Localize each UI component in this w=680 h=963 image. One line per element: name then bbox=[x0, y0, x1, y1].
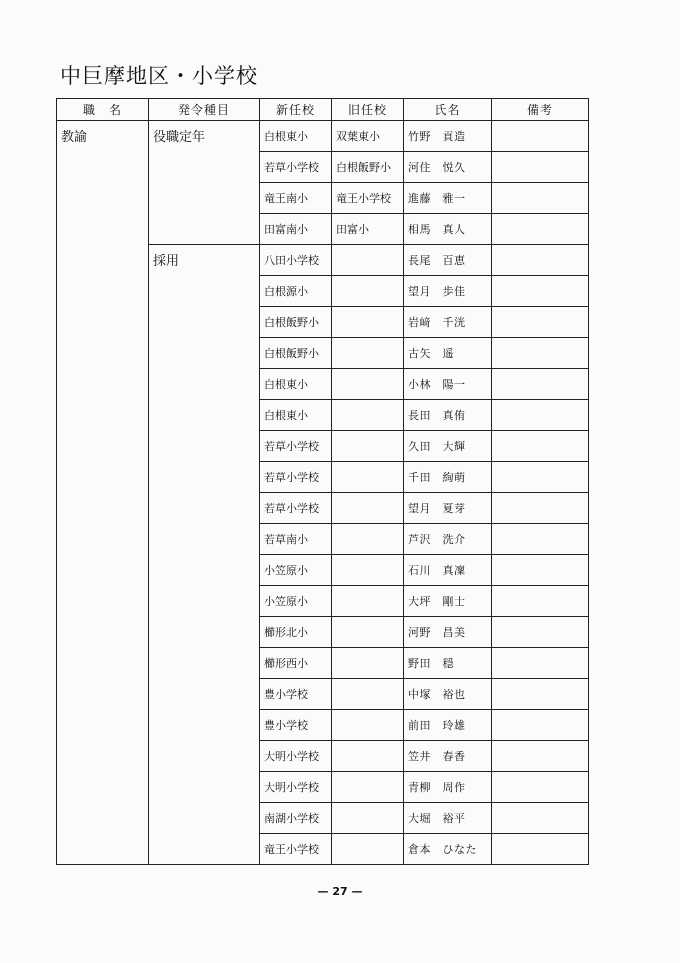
note-cell bbox=[492, 493, 589, 524]
new-school-cell: 小笠原小 bbox=[260, 555, 332, 586]
name-cell: 望月 歩佳 bbox=[404, 276, 492, 307]
new-school-cell: 小笠原小 bbox=[260, 586, 332, 617]
old-school-cell bbox=[332, 772, 404, 803]
old-school-cell bbox=[332, 276, 404, 307]
new-school-cell: 白根東小 bbox=[260, 369, 332, 400]
table-header-row bbox=[57, 99, 589, 121]
old-school-cell: 田富小 bbox=[332, 214, 404, 245]
name-cell: 久田 大輝 bbox=[404, 431, 492, 462]
old-school-cell bbox=[332, 586, 404, 617]
new-school-cell: 若草小学校 bbox=[260, 152, 332, 183]
old-school-cell bbox=[332, 524, 404, 555]
header-notes: 備考 bbox=[492, 99, 589, 121]
old-school-cell bbox=[332, 803, 404, 834]
page-number: — 27 — bbox=[317, 885, 363, 898]
name-cell: 小林 陽一 bbox=[404, 369, 492, 400]
name-cell: 岩﨑 千洸 bbox=[404, 307, 492, 338]
name-cell: 倉本 ひなた bbox=[404, 834, 492, 865]
note-cell bbox=[492, 183, 589, 214]
new-school-cell: 大明小学校 bbox=[260, 741, 332, 772]
old-school-cell: 竜王小学校 bbox=[332, 183, 404, 214]
new-school-cell: 白根東小 bbox=[260, 400, 332, 431]
name-cell: 進藤 雅一 bbox=[404, 183, 492, 214]
note-cell bbox=[492, 834, 589, 865]
note-cell bbox=[492, 586, 589, 617]
note-cell bbox=[492, 400, 589, 431]
note-cell bbox=[492, 431, 589, 462]
old-school-cell bbox=[332, 710, 404, 741]
personnel-table bbox=[56, 98, 589, 865]
note-cell bbox=[492, 555, 589, 586]
note-cell bbox=[492, 369, 589, 400]
old-school-cell bbox=[332, 307, 404, 338]
new-school-cell: 南湖小学校 bbox=[260, 803, 332, 834]
name-cell: 青柳 周作 bbox=[404, 772, 492, 803]
note-cell bbox=[492, 679, 589, 710]
name-cell: 中塚 裕也 bbox=[404, 679, 492, 710]
note-cell bbox=[492, 338, 589, 369]
position-cell: 教諭 bbox=[57, 121, 149, 865]
new-school-cell: 白根飯野小 bbox=[260, 307, 332, 338]
new-school-cell: 豊小学校 bbox=[260, 710, 332, 741]
note-cell bbox=[492, 617, 589, 648]
header-position: 職 名 bbox=[57, 99, 149, 121]
note-cell bbox=[492, 214, 589, 245]
note-cell bbox=[492, 803, 589, 834]
name-cell: 大堀 裕平 bbox=[404, 803, 492, 834]
header-appointment-type: 発令種目 bbox=[149, 99, 260, 121]
old-school-cell bbox=[332, 617, 404, 648]
old-school-cell bbox=[332, 834, 404, 865]
old-school-cell bbox=[332, 462, 404, 493]
old-school-cell bbox=[332, 431, 404, 462]
name-cell: 石川 真凜 bbox=[404, 555, 492, 586]
note-cell bbox=[492, 276, 589, 307]
new-school-cell: 竜王小学校 bbox=[260, 834, 332, 865]
note-cell bbox=[492, 152, 589, 183]
name-cell: 竹野 貢造 bbox=[404, 121, 492, 152]
note-cell bbox=[492, 741, 589, 772]
header-name: 氏名 bbox=[404, 99, 492, 121]
name-cell: 長田 真侑 bbox=[404, 400, 492, 431]
appointment-type-cell: 役職定年 bbox=[149, 121, 260, 245]
note-cell bbox=[492, 524, 589, 555]
name-cell: 河野 昌美 bbox=[404, 617, 492, 648]
name-cell: 芦沢 洗介 bbox=[404, 524, 492, 555]
new-school-cell: 櫛形西小 bbox=[260, 648, 332, 679]
old-school-cell bbox=[332, 338, 404, 369]
header-new-school: 新任校 bbox=[260, 99, 332, 121]
name-cell: 野田 穏 bbox=[404, 648, 492, 679]
old-school-cell bbox=[332, 741, 404, 772]
name-cell: 古矢 遥 bbox=[404, 338, 492, 369]
new-school-cell: 櫛形北小 bbox=[260, 617, 332, 648]
new-school-cell: 白根源小 bbox=[260, 276, 332, 307]
old-school-cell bbox=[332, 400, 404, 431]
name-cell: 望月 夏芽 bbox=[404, 493, 492, 524]
note-cell bbox=[492, 307, 589, 338]
old-school-cell bbox=[332, 369, 404, 400]
appointment-type-cell: 採用 bbox=[149, 245, 260, 865]
note-cell bbox=[492, 462, 589, 493]
new-school-cell: 竜王南小 bbox=[260, 183, 332, 214]
note-cell bbox=[492, 245, 589, 276]
new-school-cell: 若草小学校 bbox=[260, 493, 332, 524]
new-school-cell: 田富南小 bbox=[260, 214, 332, 245]
name-cell: 千田 絢萌 bbox=[404, 462, 492, 493]
new-school-cell: 豊小学校 bbox=[260, 679, 332, 710]
old-school-cell bbox=[332, 245, 404, 276]
new-school-cell: 若草南小 bbox=[260, 524, 332, 555]
name-cell: 前田 玲雄 bbox=[404, 710, 492, 741]
new-school-cell: 白根飯野小 bbox=[260, 338, 332, 369]
note-cell bbox=[492, 710, 589, 741]
old-school-cell bbox=[332, 679, 404, 710]
name-cell: 相馬 真人 bbox=[404, 214, 492, 245]
note-cell bbox=[492, 772, 589, 803]
old-school-cell bbox=[332, 648, 404, 679]
old-school-cell: 双葉東小 bbox=[332, 121, 404, 152]
new-school-cell: 八田小学校 bbox=[260, 245, 332, 276]
name-cell: 笠井 春香 bbox=[404, 741, 492, 772]
old-school-cell bbox=[332, 493, 404, 524]
new-school-cell: 大明小学校 bbox=[260, 772, 332, 803]
note-cell bbox=[492, 121, 589, 152]
old-school-cell: 白根飯野小 bbox=[332, 152, 404, 183]
new-school-cell: 白根東小 bbox=[260, 121, 332, 152]
header-old-school: 旧任校 bbox=[332, 99, 404, 121]
table-body bbox=[57, 121, 589, 865]
name-cell: 河住 悦久 bbox=[404, 152, 492, 183]
name-cell: 長尾 百恵 bbox=[404, 245, 492, 276]
new-school-cell: 若草小学校 bbox=[260, 431, 332, 462]
table-row bbox=[57, 121, 589, 152]
name-cell: 大坪 剛士 bbox=[404, 586, 492, 617]
page-title: 中巨摩地区・小学校 bbox=[60, 64, 258, 88]
old-school-cell bbox=[332, 555, 404, 586]
new-school-cell: 若草小学校 bbox=[260, 462, 332, 493]
note-cell bbox=[492, 648, 589, 679]
